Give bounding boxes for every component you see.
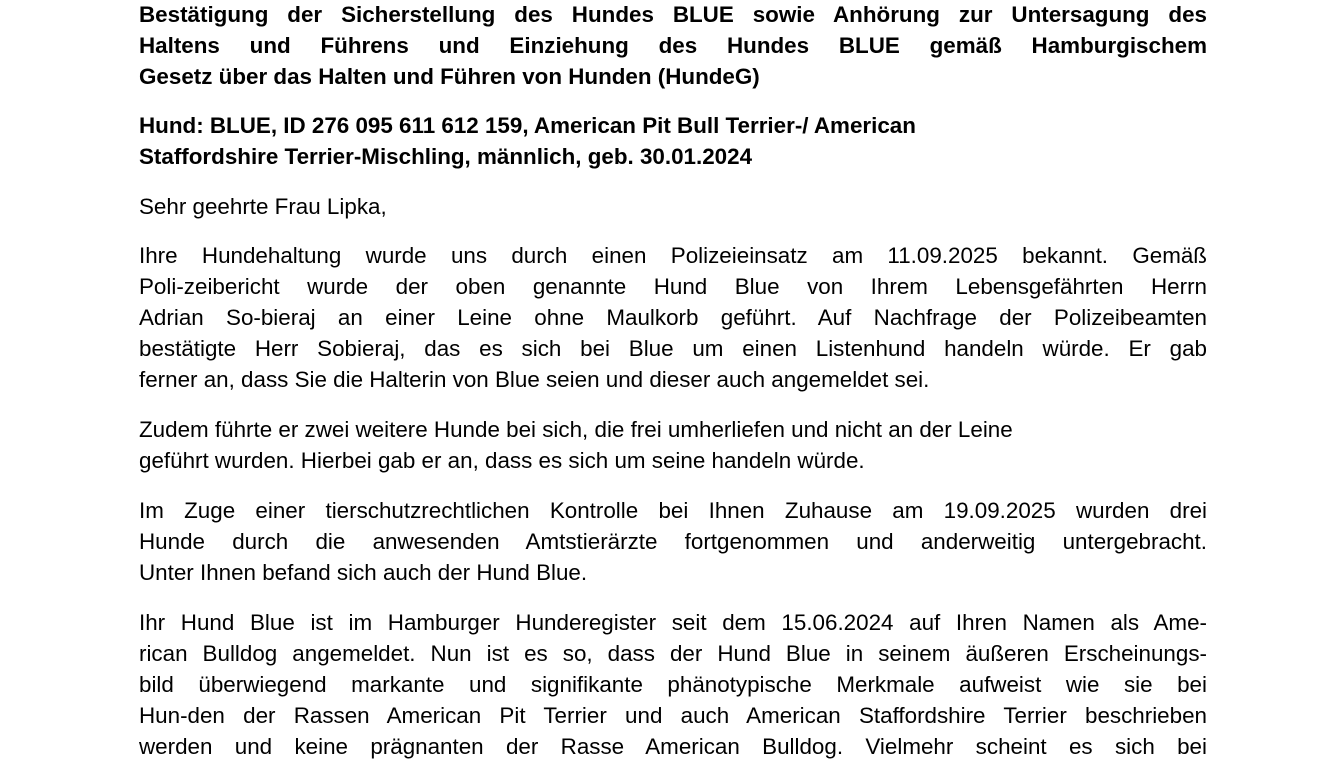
paragraph-line: Adrian So-bieraj an einer Leine ohne Maulkorb geführt. Auf Nachfrage der Polizeibeamten (139, 305, 1207, 330)
paragraph-line: Zudem führte er zwei weitere Hunde bei sich, die frei umherliefen und nicht an der Leine (139, 417, 1013, 442)
paragraph-line: Ihre Hundehaltung wurde uns durch einen Polizeieinsatz am 11.09.2025 bekannt. Gemäß (139, 243, 1207, 268)
subject-line: Gesetz über das Halten und Führen von Hunden (HundeG) (139, 64, 760, 89)
paragraph-line: Hun-den der Rassen American Pit Terrier und auch American Staffordshire Terrier beschrieben (139, 703, 1207, 728)
paragraph-registry (139, 607, 1207, 762)
paragraph-line: rican Bulldog angemeldet. Nun ist es so, dass der Hund Blue in seinem äußeren Erscheinungs- (139, 641, 1207, 666)
paragraph-line: Ihr Hund Blue ist im Hamburger Hunderegister seit dem 15.06.2024 auf Ihren Namen als Ame- (139, 610, 1207, 635)
paragraph-line: ferner an, dass Sie die Halterin von Blue seien und dieser auch angemeldet sei. (139, 367, 930, 392)
paragraph-line: Hunde durch die anwesenden Amtstierärzte fortgenommen und anderweitig untergebracht. (139, 529, 1207, 554)
dog-info (139, 110, 1207, 172)
paragraph-inspection (139, 495, 1207, 588)
dog-info-line: Staffordshire Terrier-Mischling, männlich, geb. 30.01.2024 (139, 144, 753, 169)
paragraph-line: geführt wurden. Hierbei gab er an, dass es sich um seine handeln würde. (139, 448, 865, 473)
paragraph-line: Im Zuge einer tierschutzrechtlichen Kontrolle bei Ihnen Zuhause am 19.09.2025 wurden drei (139, 498, 1207, 523)
paragraph-line: Poli-zeibericht wurde der oben genannte Hund Blue von Ihrem Lebensgefährten Herrn (139, 274, 1207, 299)
letter-body (139, 0, 1207, 781)
dog-info-line: Hund: BLUE, ID 276 095 611 612 159, American Pit Bull Terrier-/ American (139, 113, 916, 138)
subject-line: Bestätigung der Sicherstellung des Hundes BLUE sowie Anhörung zur Untersagung des (139, 2, 1207, 27)
paragraph-police-report (139, 240, 1207, 395)
paragraph-other-dogs (139, 414, 1207, 476)
subject-heading (139, 0, 1207, 92)
salutation: Sehr geehrte Frau Lipka, (139, 194, 387, 219)
paragraph-line: bestätigte Herr Sobieraj, das es sich bei Blue um einen Listenhund handeln würde. Er gab (139, 336, 1207, 361)
paragraph-line: werden und keine prägnanten der Rasse American Bulldog. Vielmehr scheint es sich bei (139, 734, 1207, 759)
subject-line: Haltens und Führens und Einziehung des Hundes BLUE gemäß Hamburgischem (139, 33, 1207, 58)
paragraph-line: Unter Ihnen befand sich auch der Hund Blue. (139, 560, 588, 585)
paragraph-line: bild überwiegend markante und signifikante phänotypische Merkmale aufweist wie sie bei (139, 672, 1207, 697)
